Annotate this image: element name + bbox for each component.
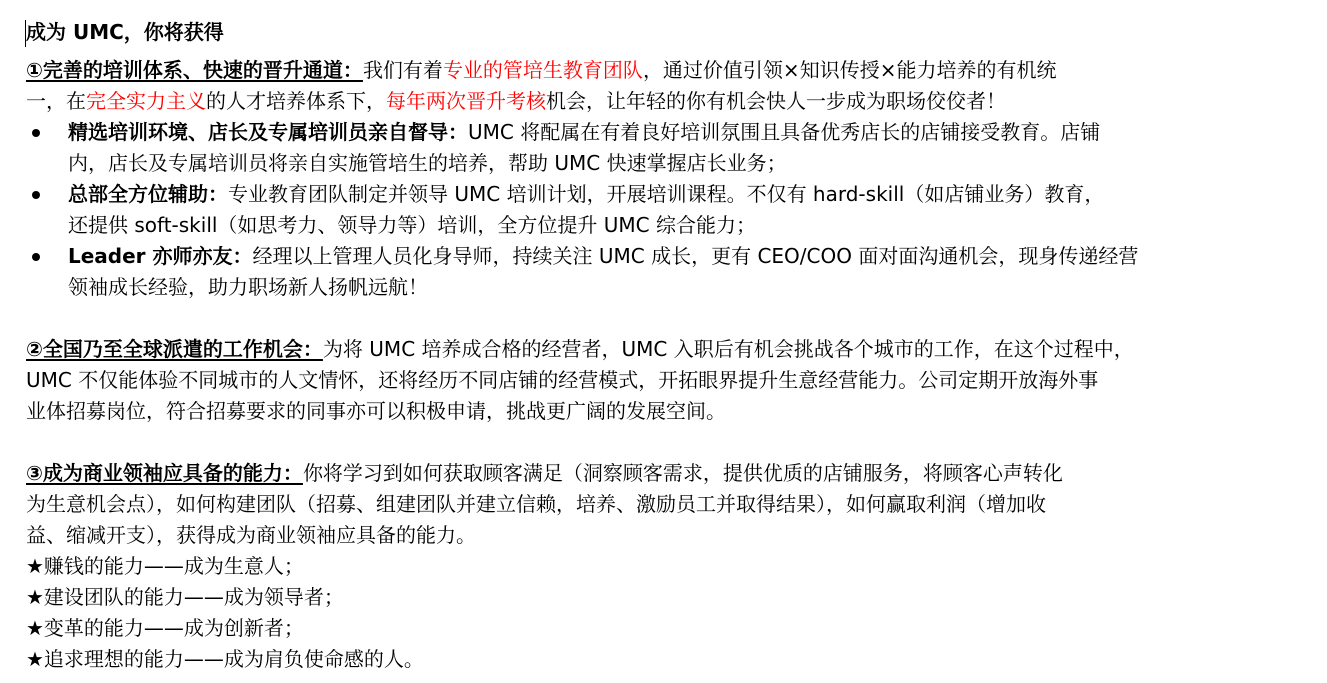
- section-1-title: ①完善的培训体系、快速的晋升通道：: [26, 58, 363, 82]
- section-2-line-1: [26, 334, 1134, 365]
- section-2-line-2: UMC 不仅能体验不同城市的人文情怀，还将经历不同店铺的经营模式，开拓眼界提升生意经营能力。公司定期开放海外事: [26, 368, 1099, 392]
- section-1-text: 一，在: [26, 89, 86, 113]
- section-3-line-3: 益、缩减开支），获得成为商业领袖应具备的能力。: [26, 523, 476, 547]
- section-3-line-1: [26, 458, 1063, 489]
- star-item-2: ★建设团队的能力——成为领导者；: [26, 585, 344, 609]
- section-3-title: ③成为商业领袖应具备的能力：: [26, 461, 303, 485]
- bullet-icon: [32, 191, 40, 199]
- bullet-item-1-line-2: 内，店长及专属培训员将亲自实施管培生的培养，帮助 UMC 快速掌握店长业务；: [68, 151, 787, 175]
- highlight-text: 专业的管培生教育团队: [442, 58, 643, 82]
- star-item-3: ★变革的能力——成为创新者；: [26, 616, 304, 640]
- star-item-1: ★赚钱的能力——成为生意人；: [26, 554, 304, 578]
- document-heading: 成为 UMC，你将获得: [26, 20, 224, 44]
- bullet-item-title: 总部全方位辅助：: [68, 182, 228, 206]
- bullet-item-3-line-2: 领袖成长经验，助力职场新人扬帆远航！: [68, 275, 428, 299]
- bullet-item-text: 经理以上管理人员化身导师，持续关注 UMC 成长，更有 CEO/COO 面对面沟通机会，现身传递经营: [252, 244, 1139, 268]
- section-2-title: ②全国乃至全球派遣的工作机会：: [26, 337, 323, 361]
- highlight-text: 每年两次晋升考核: [386, 89, 546, 113]
- bullet-icon: [32, 129, 40, 137]
- star-item-4: ★追求理想的能力——成为肩负使命感的人。: [26, 647, 424, 671]
- section-2-line-3: 业体招募岗位，符合招募要求的同事亦可以积极申请，挑战更广阔的发展空间。: [26, 399, 726, 423]
- section-1-text: 机会，让年轻的你有机会快人一步成为职场佼佼者！: [546, 89, 1006, 113]
- bullet-item-3-line-1: [68, 241, 1138, 272]
- bullet-item-2-line-2: 还提供 soft-skill（如思考力、领导力等）培训，全方位提升 UMC 综合能力；: [68, 213, 757, 237]
- bullet-item-text: UMC 将配属在有着良好培训氛围且具备优秀店长的店铺接受教育。店铺: [468, 120, 1101, 144]
- bullet-item-text: 专业教育团队制定并领导 UMC 培训计划，开展培训课程。不仅有 hard-skill（如店铺业务）教育，: [228, 182, 1105, 206]
- bullet-item-title: Leader 亦师亦友：: [68, 244, 253, 268]
- bullet-item-2-line-1: [68, 179, 1104, 210]
- bullet-item-title: 精选培训环境、店长及专属培训员亲自督导：: [68, 120, 468, 144]
- bullet-item-1-line-1: [68, 117, 1100, 148]
- section-1-text: ，通过价值引领×知识传授×能力培养的有机统: [642, 58, 1057, 82]
- section-1-line-1: [26, 55, 1056, 86]
- section-1-line-2: [26, 86, 1006, 117]
- bullet-icon: [32, 253, 40, 261]
- section-2-text: 为将 UMC 培养成合格的经营者，UMC 入职后有机会挑战各个城市的工作，在这个过程中，: [322, 337, 1134, 361]
- section-1-text: 的人才培养体系下，: [206, 89, 386, 113]
- highlight-text: 完全实力主义: [86, 89, 206, 113]
- section-1-text: 我们有着: [362, 58, 443, 82]
- section-3-line-2: 为生意机会点），如何构建团队（招募、组建团队并建立信赖，培养、激励员工并取得结果），如何赢取利润（增加收: [26, 492, 1046, 516]
- section-3-text: 你将学习到如何获取顾客满足（洞察顾客需求，提供优质的店铺服务，将顾客心声转化: [302, 461, 1063, 485]
